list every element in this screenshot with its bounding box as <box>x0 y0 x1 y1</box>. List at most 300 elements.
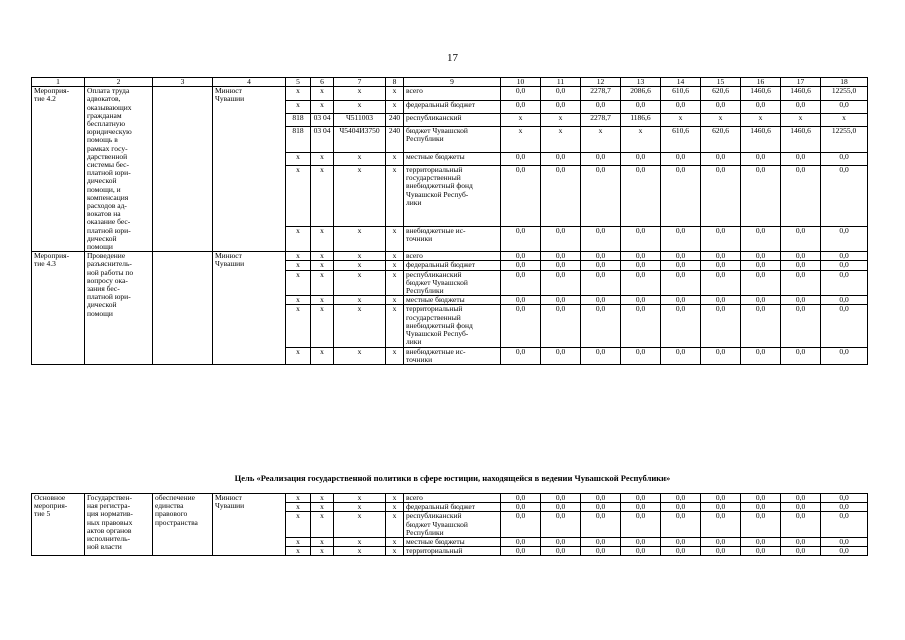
column-number: 6 <box>311 78 334 87</box>
amount-cell: 0,0 <box>541 261 581 270</box>
amount-cell: 0,0 <box>501 296 541 305</box>
cell-line: всего <box>406 251 423 261</box>
cell-line: Мероприя- <box>34 86 70 96</box>
amount-cell: 0,0 <box>821 152 868 165</box>
amount-cell: 0,0 <box>541 252 581 261</box>
cell-line: республиканский <box>406 270 462 279</box>
amount-cell: 1186,6 <box>621 113 661 126</box>
amount-cell: 0,0 <box>541 165 581 226</box>
budget-code-cell: x <box>386 87 404 100</box>
amount-cell: 0,0 <box>621 503 661 512</box>
amount-cell: 0,0 <box>501 261 541 270</box>
cell-line: дической <box>87 233 117 243</box>
budget-code-cell: x <box>286 503 311 512</box>
cell-line: Минюст <box>215 493 242 502</box>
cell-line: территориальный <box>406 304 463 314</box>
budget-code-cell: x <box>311 512 334 538</box>
amount-cell: 0,0 <box>661 347 701 364</box>
amount-cell: 0,0 <box>701 512 741 538</box>
amount-cell: 0,0 <box>821 538 868 547</box>
amount-cell: 0,0 <box>781 226 821 251</box>
amount-cell: 0,0 <box>741 226 781 251</box>
amount-cell: x <box>661 113 701 126</box>
cell-line: оказание бес- <box>87 217 131 227</box>
amount-cell: 0,0 <box>661 252 701 261</box>
funding-source-cell <box>404 296 501 305</box>
amount-cell: 0,0 <box>701 270 741 296</box>
column-number: 16 <box>741 78 781 87</box>
amount-cell: 0,0 <box>621 305 661 347</box>
cell-line: бюджет Чувашской <box>406 519 468 529</box>
budget-code-cell: x <box>334 226 386 251</box>
cell-line: Оплата труда <box>87 86 130 96</box>
amount-cell: 0,0 <box>501 305 541 347</box>
amount-cell: 0,0 <box>621 261 661 270</box>
cell-line: платной юри- <box>87 292 131 302</box>
amount-cell: 0,0 <box>621 270 661 296</box>
amount-cell: 0,0 <box>581 347 621 364</box>
amount-cell: 0,0 <box>541 512 581 538</box>
cell-line: расходов ад- <box>87 201 127 211</box>
cell-line: территориальный <box>406 165 463 174</box>
amount-cell: 0,0 <box>741 547 781 556</box>
amount-cell: x <box>701 113 741 126</box>
budget-code-cell: x <box>286 512 311 538</box>
amount-cell: 0,0 <box>741 347 781 364</box>
budget-code-cell: 240 <box>386 127 404 152</box>
amount-cell: 0,0 <box>581 165 621 226</box>
amount-cell: 0,0 <box>581 296 621 305</box>
cell-line: точники <box>406 234 433 244</box>
budget-code-cell: Ч511003 <box>334 113 386 126</box>
cell-line: государственный <box>406 312 461 322</box>
amount-cell: 1460,6 <box>741 87 781 100</box>
amount-cell: 0,0 <box>781 100 821 113</box>
amount-cell: 0,0 <box>621 152 661 165</box>
budget-code-cell: x <box>311 538 334 547</box>
amount-cell: 0,0 <box>541 538 581 547</box>
budget-code-cell: x <box>286 270 311 296</box>
cell-line: Минюст <box>215 86 242 96</box>
amount-cell: 0,0 <box>581 252 621 261</box>
amount-cell: 2278,7 <box>581 87 621 100</box>
cell-line: вокатов на <box>87 209 121 219</box>
column-number: 11 <box>541 78 581 87</box>
amount-cell: 0,0 <box>741 152 781 165</box>
amount-cell: 0,0 <box>821 305 868 347</box>
cell-line: Основное <box>34 493 66 502</box>
column-number: 5 <box>286 78 311 87</box>
cell-line: всего <box>406 86 423 96</box>
budget-code-cell: x <box>334 152 386 165</box>
cell-line: компенсация <box>87 192 129 202</box>
amount-cell: 610,6 <box>661 127 701 152</box>
cell-line: дической <box>87 176 117 186</box>
amount-cell: 0,0 <box>741 261 781 270</box>
amount-cell: 0,0 <box>581 270 621 296</box>
amount-cell: 0,0 <box>661 165 701 226</box>
amount-cell: 0,0 <box>781 165 821 226</box>
budget-code-cell: x <box>334 270 386 296</box>
amount-cell: 0,0 <box>501 165 541 226</box>
amount-cell: 0,0 <box>541 305 581 347</box>
cell-line: лики <box>406 337 422 347</box>
cell-line: разъяснитель- <box>87 259 132 269</box>
amount-cell: x <box>781 113 821 126</box>
budget-code-cell: x <box>286 87 311 100</box>
funding-source-cell <box>404 494 501 503</box>
budget-code-cell: x <box>286 347 311 364</box>
column-number: 9 <box>404 78 501 87</box>
budget-table-continued <box>31 493 868 556</box>
cell-line: зания бес- <box>87 284 120 294</box>
funding-source-cell <box>404 538 501 547</box>
amount-cell: 0,0 <box>621 165 661 226</box>
goal-link-cell <box>153 252 213 365</box>
measure-id-cell <box>32 252 85 365</box>
amount-cell: 620,6 <box>701 127 741 152</box>
budget-code-cell: x <box>286 226 311 251</box>
table-row <box>32 87 868 100</box>
amount-cell: 0,0 <box>821 296 868 305</box>
budget-code-cell: x <box>334 547 386 556</box>
cell-line: помощь в <box>87 135 118 145</box>
amount-cell: 0,0 <box>741 296 781 305</box>
amount-cell: 620,6 <box>701 87 741 100</box>
budget-code-cell: 818 <box>286 127 311 152</box>
budget-code-cell: x <box>334 252 386 261</box>
amount-cell: 0,0 <box>621 100 661 113</box>
cell-line: тие 5 <box>34 509 51 519</box>
budget-code-cell: x <box>311 270 334 296</box>
cell-line: помощи, и <box>87 184 121 194</box>
budget-code-cell: x <box>386 494 404 503</box>
cell-line: внебюджетный фонд <box>406 320 473 330</box>
cell-line: обеспечение <box>155 493 195 502</box>
cell-line: исполнитель- <box>87 534 131 544</box>
cell-line: Чувашии <box>215 94 245 104</box>
funding-source-cell <box>404 305 501 347</box>
amount-cell: x <box>581 127 621 152</box>
cell-line: помощи <box>87 242 113 252</box>
page-number: 17 <box>447 52 458 64</box>
amount-cell: 0,0 <box>541 152 581 165</box>
amount-cell: 0,0 <box>621 296 661 305</box>
amount-cell: 0,0 <box>821 512 868 538</box>
funding-source-cell <box>404 100 501 113</box>
amount-cell: 0,0 <box>781 261 821 270</box>
amount-cell: 0,0 <box>741 270 781 296</box>
cell-line: платной юри- <box>87 168 131 178</box>
budget-code-cell: x <box>334 261 386 270</box>
amount-cell: 0,0 <box>581 494 621 503</box>
funding-source-cell <box>404 152 501 165</box>
budget-code-cell: x <box>386 165 404 226</box>
column-number: 8 <box>386 78 404 87</box>
cell-line: юридическую <box>87 127 132 137</box>
cell-line: бесплатную <box>87 119 126 129</box>
budget-code-cell: x <box>286 538 311 547</box>
budget-code-cell: x <box>311 305 334 347</box>
funding-source-cell <box>404 127 501 152</box>
amount-cell: 0,0 <box>581 226 621 251</box>
amount-cell: 0,0 <box>821 494 868 503</box>
budget-code-cell: x <box>386 538 404 547</box>
amount-cell: 0,0 <box>621 226 661 251</box>
cell-line: адвокатов, <box>87 94 121 104</box>
budget-code-cell: x <box>334 100 386 113</box>
amount-cell: 0,0 <box>701 226 741 251</box>
budget-code-cell: 03 04 <box>311 113 334 126</box>
budget-code-cell: 03 04 <box>311 127 334 152</box>
amount-cell: 0,0 <box>781 538 821 547</box>
amount-cell: 0,0 <box>501 152 541 165</box>
amount-cell: 0,0 <box>581 538 621 547</box>
goal-heading: Цель «Реализация государственной политики в сфере юстиции, находящейся в ведении Чувашской Республики» <box>234 473 671 483</box>
column-number: 3 <box>153 78 213 87</box>
amount-cell: 0,0 <box>821 503 868 512</box>
amount-cell: 0,0 <box>661 100 701 113</box>
cell-line: бюджет Чувашской <box>406 277 468 287</box>
amount-cell: 0,0 <box>541 100 581 113</box>
cell-line: дической <box>87 300 117 310</box>
amount-cell: 0,0 <box>621 347 661 364</box>
amount-cell: 0,0 <box>781 305 821 347</box>
column-number: 12 <box>581 78 621 87</box>
amount-cell: 0,0 <box>661 226 701 251</box>
funding-source-cell <box>404 270 501 296</box>
budget-code-cell: x <box>311 503 334 512</box>
budget-code-cell: x <box>386 512 404 538</box>
budget-code-cell: x <box>311 226 334 251</box>
budget-code-cell: x <box>386 305 404 347</box>
budget-code-cell: x <box>334 503 386 512</box>
budget-code-cell: x <box>311 165 334 226</box>
column-number: 15 <box>701 78 741 87</box>
amount-cell: 0,0 <box>741 512 781 538</box>
funding-source-cell <box>404 165 501 226</box>
goal-link-cell <box>153 87 213 252</box>
budget-table <box>31 77 868 365</box>
cell-line: системы бес- <box>87 160 129 170</box>
cell-line: гражданам <box>87 110 122 120</box>
amount-cell: 0,0 <box>621 547 661 556</box>
cell-line: лики <box>406 197 422 207</box>
table-row <box>32 494 868 503</box>
amount-cell: 0,0 <box>701 538 741 547</box>
measure-name-cell <box>85 494 153 556</box>
amount-cell: 0,0 <box>821 252 868 261</box>
cell-line: бюджет Чувашской <box>406 126 468 136</box>
amount-cell: 0,0 <box>581 261 621 270</box>
amount-cell: 1460,6 <box>781 127 821 152</box>
amount-cell: 0,0 <box>621 494 661 503</box>
amount-cell: 0,0 <box>501 494 541 503</box>
cell-line: актов органов <box>87 525 132 535</box>
amount-cell: 0,0 <box>781 494 821 503</box>
column-number: 13 <box>621 78 661 87</box>
budget-code-cell: x <box>386 270 404 296</box>
budget-code-cell: x <box>311 252 334 261</box>
amount-cell: 2086,6 <box>621 87 661 100</box>
amount-cell: 0,0 <box>701 296 741 305</box>
amount-cell: 1460,6 <box>741 127 781 152</box>
funding-source-cell <box>404 226 501 251</box>
amount-cell: 0,0 <box>541 503 581 512</box>
amount-cell: 0,0 <box>821 261 868 270</box>
amount-cell: 0,0 <box>541 270 581 296</box>
amount-cell: 0,0 <box>821 226 868 251</box>
amount-cell: x <box>501 113 541 126</box>
cell-line: республиканский <box>406 511 462 521</box>
executor-cell <box>213 252 286 365</box>
measure-id-cell <box>32 494 85 556</box>
amount-cell: 12255,0 <box>821 87 868 100</box>
cell-line: территориальный <box>406 546 463 556</box>
amount-cell: 0,0 <box>821 547 868 556</box>
budget-code-cell: x <box>334 494 386 503</box>
budget-code-cell: x <box>286 547 311 556</box>
amount-cell: 0,0 <box>541 87 581 100</box>
amount-cell: 0,0 <box>501 512 541 538</box>
amount-cell: 0,0 <box>661 494 701 503</box>
amount-cell: 0,0 <box>661 538 701 547</box>
amount-cell: 0,0 <box>741 305 781 347</box>
cell-line: Мероприя- <box>34 251 70 261</box>
cell-line: вопросу ока- <box>87 275 128 285</box>
budget-code-cell: x <box>386 152 404 165</box>
budget-code-cell: x <box>386 296 404 305</box>
column-number: 10 <box>501 78 541 87</box>
budget-code-cell: x <box>334 347 386 364</box>
funding-source-cell <box>404 512 501 538</box>
amount-cell: 0,0 <box>581 512 621 538</box>
amount-cell: 0,0 <box>821 165 868 226</box>
amount-cell: 0,0 <box>661 305 701 347</box>
amount-cell: 12255,0 <box>821 127 868 152</box>
amount-cell: 0,0 <box>701 252 741 261</box>
amount-cell: 0,0 <box>741 252 781 261</box>
amount-cell: 0,0 <box>501 87 541 100</box>
cell-line: рамках госу- <box>87 143 128 153</box>
amount-cell: 0,0 <box>701 494 741 503</box>
amount-cell: 0,0 <box>701 347 741 364</box>
amount-cell: 0,0 <box>701 547 741 556</box>
amount-cell: 0,0 <box>541 494 581 503</box>
cell-line: платной юри- <box>87 225 131 235</box>
amount-cell: 0,0 <box>781 547 821 556</box>
budget-code-cell: x <box>334 538 386 547</box>
budget-code-cell: x <box>311 494 334 503</box>
funding-source-cell <box>404 503 501 512</box>
cell-line: мероприя- <box>34 501 68 511</box>
table-row <box>32 252 868 261</box>
amount-cell: x <box>541 113 581 126</box>
budget-code-cell: x <box>286 252 311 261</box>
amount-cell: 0,0 <box>781 347 821 364</box>
cell-line: федеральный бюджет <box>406 502 476 512</box>
cell-line: всего <box>406 493 423 502</box>
measure-name-cell <box>85 252 153 365</box>
budget-code-cell: x <box>311 296 334 305</box>
amount-cell: 0,0 <box>821 347 868 364</box>
cell-line: единства <box>155 501 184 511</box>
amount-cell: 0,0 <box>661 261 701 270</box>
cell-line: ной работы по <box>87 267 134 277</box>
amount-cell: 0,0 <box>741 165 781 226</box>
cell-line: дарственной <box>87 151 128 161</box>
amount-cell: 0,0 <box>661 503 701 512</box>
amount-cell: 0,0 <box>541 226 581 251</box>
amount-cell: 0,0 <box>701 305 741 347</box>
cell-line: тие 4.3 <box>34 259 56 269</box>
cell-line: точники <box>406 354 433 364</box>
amount-cell: 0,0 <box>661 296 701 305</box>
funding-source-cell <box>404 261 501 270</box>
cell-line: местные бюджеты <box>406 295 465 305</box>
cell-line: ция норматив- <box>87 509 133 519</box>
amount-cell: 0,0 <box>501 270 541 296</box>
amount-cell: 0,0 <box>701 165 741 226</box>
amount-cell: 0,0 <box>541 347 581 364</box>
cell-line: Республики <box>406 527 444 537</box>
funding-source-cell <box>404 347 501 364</box>
amount-cell: 0,0 <box>701 503 741 512</box>
budget-code-cell: x <box>386 347 404 364</box>
amount-cell: 0,0 <box>701 152 741 165</box>
budget-code-cell: x <box>334 87 386 100</box>
budget-code-cell: Ч5404И3750 <box>334 127 386 152</box>
cell-line: Республики <box>406 134 444 144</box>
amount-cell: 0,0 <box>781 152 821 165</box>
budget-code-cell: x <box>334 165 386 226</box>
amount-cell: 610,6 <box>661 87 701 100</box>
amount-cell: 0,0 <box>581 152 621 165</box>
budget-code-cell: x <box>386 252 404 261</box>
budget-code-cell: 818 <box>286 113 311 126</box>
budget-code-cell: x <box>386 261 404 270</box>
column-number: 14 <box>661 78 701 87</box>
budget-code-cell: x <box>334 296 386 305</box>
cell-line: Чувашской Респуб- <box>406 189 469 199</box>
cell-line: Чувашии <box>215 501 245 511</box>
amount-cell: x <box>501 127 541 152</box>
column-number: 18 <box>821 78 868 87</box>
cell-line: местные бюджеты <box>406 152 465 161</box>
cell-line: правового <box>155 509 188 519</box>
budget-code-cell: x <box>286 296 311 305</box>
column-number: 2 <box>85 78 153 87</box>
column-number: 7 <box>334 78 386 87</box>
cell-line: ная регистра- <box>87 501 131 511</box>
column-number: 4 <box>213 78 286 87</box>
cell-line: Минюст <box>215 251 242 261</box>
cell-line: Проведение <box>87 251 126 261</box>
amount-cell: 0,0 <box>621 252 661 261</box>
budget-code-cell: x <box>386 547 404 556</box>
amount-cell: 0,0 <box>501 252 541 261</box>
amount-cell: x <box>821 113 868 126</box>
amount-cell: 0,0 <box>741 503 781 512</box>
executor-cell <box>213 87 286 252</box>
amount-cell: 1460,6 <box>781 87 821 100</box>
amount-cell: 0,0 <box>581 305 621 347</box>
amount-cell: 0,0 <box>781 270 821 296</box>
cell-line: республиканский <box>406 113 462 122</box>
funding-source-cell <box>404 547 501 556</box>
amount-cell: 0,0 <box>781 503 821 512</box>
cell-line: государственный <box>406 173 461 183</box>
